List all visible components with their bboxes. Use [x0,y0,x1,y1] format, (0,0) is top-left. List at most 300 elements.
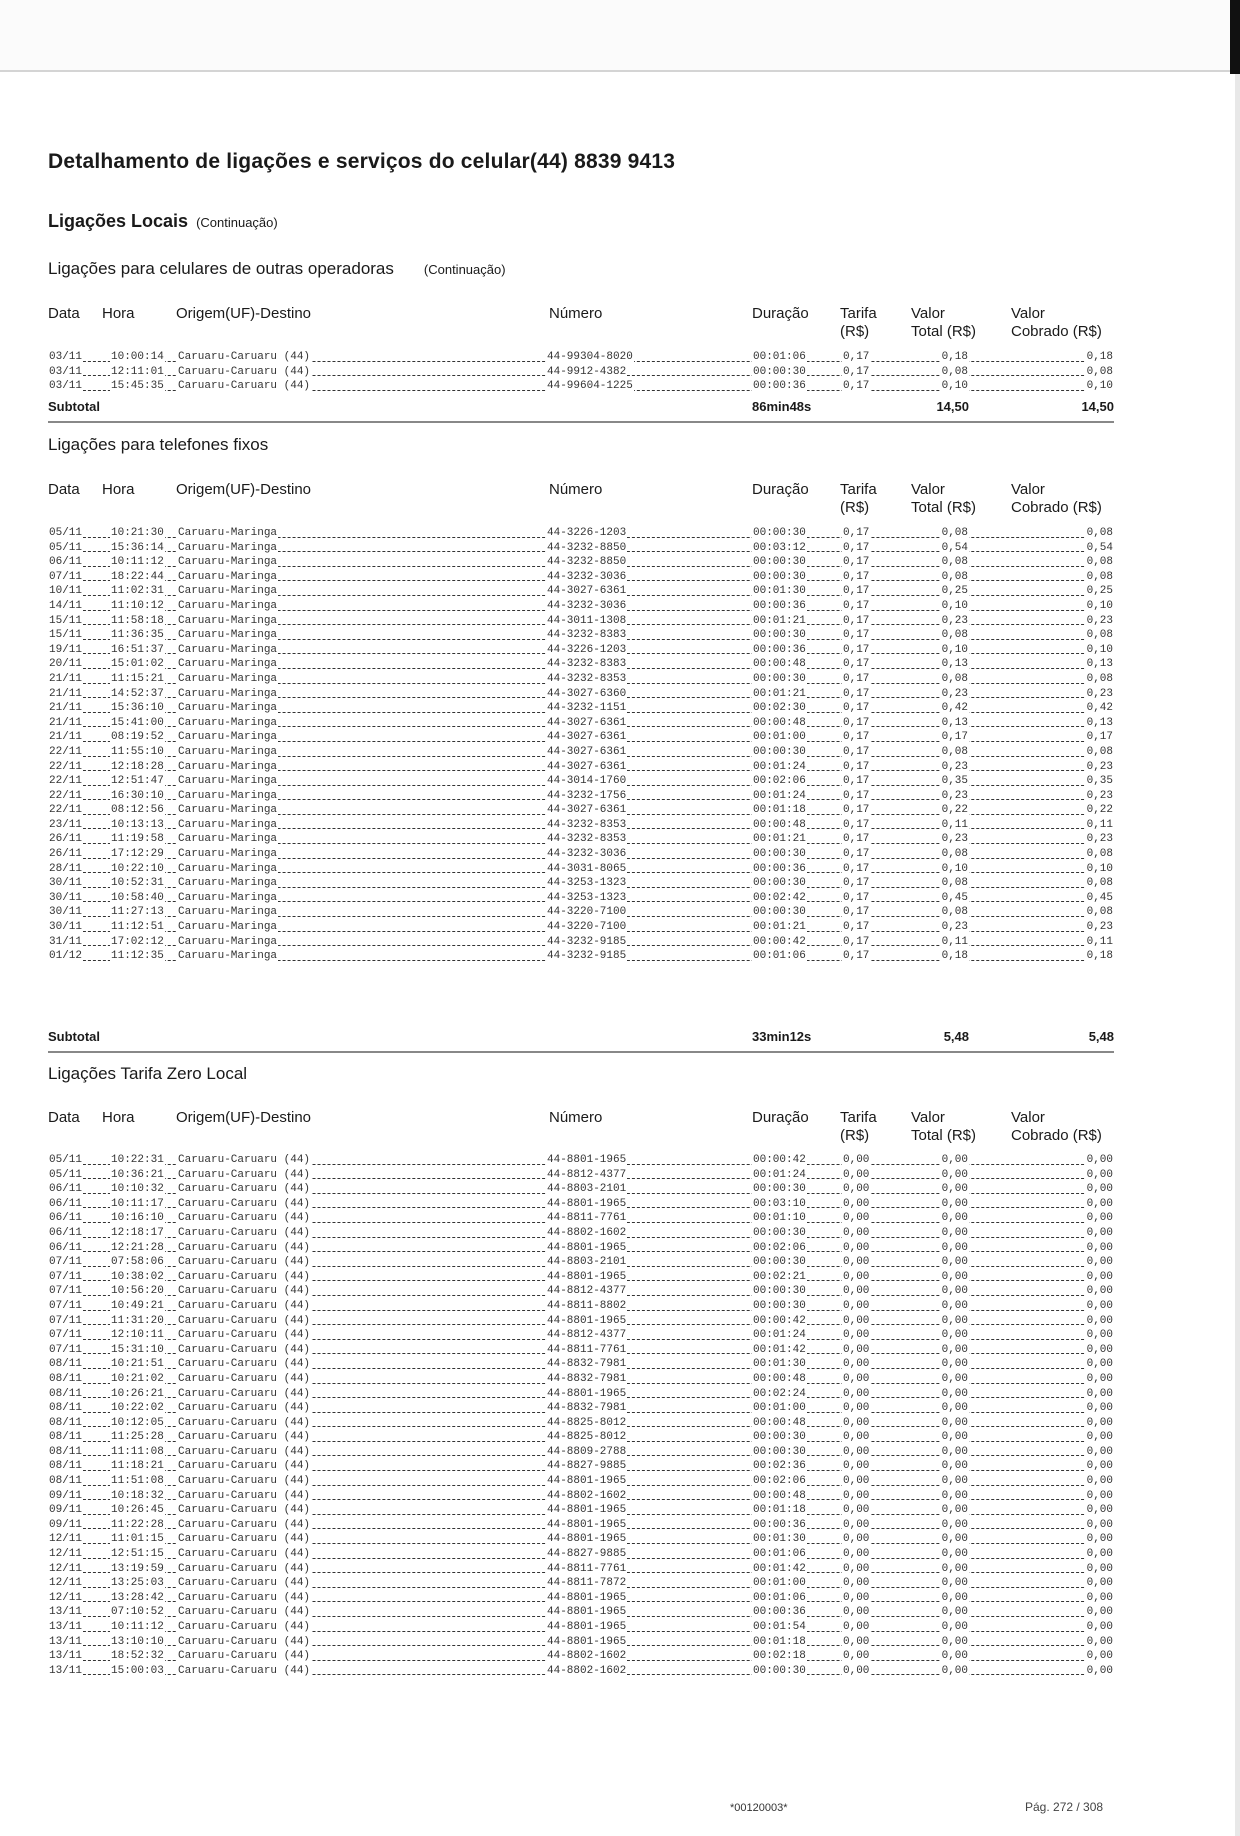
cell-origem: Caruaru-Caruaru (44) [178,1285,311,1298]
table-row [48,1284,1114,1299]
cell-numero: 44-8801-1965 [547,1621,627,1633]
cell-origem: Caruaru-Caruaru (44) [178,1168,311,1181]
cell-hora: 08:12:56 [111,804,164,817]
table-row [48,920,1114,935]
cell-valor-cobrado: 0,00 [1086,1548,1113,1561]
cell-tarifa: 0,00 [843,1416,870,1429]
cell-valor-total: 0,00 [941,1533,968,1546]
cell-valor-total: 0,00 [941,1416,968,1429]
cell-origem: Caruaru-Caruaru (44) [178,1591,311,1604]
cell-valor-total: 0,11 [941,818,968,831]
cell-valor-total: 0,23 [941,760,968,773]
cell-tarifa: 0,17 [843,585,870,598]
cell-tarifa: 0,17 [843,731,870,744]
cell-valor-cobrado: 0,00 [1086,1664,1113,1677]
cell-origem: Caruaru-Caruaru (44) [178,1504,311,1517]
cell-hora: 16:51:37 [111,643,164,656]
cell-hora: 10:18:32 [111,1489,164,1502]
cell-data: 07/11 [49,1285,83,1298]
cell-valor-total: 0,10 [941,380,968,393]
cell-tarifa: 0,17 [843,570,870,583]
cell-hora: 10:49:21 [111,1299,164,1312]
cell-data: 30/11 [49,877,83,890]
cell-valor-total: 0,00 [941,1650,968,1663]
cell-hora: 11:15:21 [111,672,164,685]
cell-numero: 44-3220-7100 [547,906,627,919]
cell-numero: 44-3232-8383 [547,658,627,671]
cell-data: 08/11 [49,1431,83,1444]
cell-valor-total: 0,18 [941,351,968,363]
table-row [48,1416,1114,1431]
cell-numero: 44-8801-1965 [547,1314,627,1327]
cell-origem: Caruaru-Maringa [178,629,278,642]
cell-duracao: 00:01:06 [753,1591,806,1604]
cell-valor-total: 0,00 [941,1256,968,1269]
table-row [48,935,1114,950]
cell-valor-cobrado: 0,10 [1086,862,1113,875]
table-row [48,1649,1114,1664]
col-hora: Hora [102,305,135,322]
cell-duracao: 00:03:10 [753,1197,806,1210]
cell-valor-cobrado: 0,23 [1086,789,1113,802]
cell-hora: 07:58:06 [111,1256,164,1269]
cell-numero: 44-8801-1965 [547,1270,627,1283]
cell-numero: 44-3232-1151 [547,702,627,715]
cell-valor-cobrado: 0,00 [1086,1212,1113,1225]
cell-numero: 44-8825-8012 [547,1416,627,1429]
cell-hora: 13:19:59 [111,1562,164,1575]
cell-tarifa: 0,17 [843,527,870,539]
cell-valor-total: 0,45 [941,891,968,904]
cell-valor-total: 0,00 [941,1329,968,1342]
cell-valor-total: 0,35 [941,775,968,788]
table-row [48,1182,1114,1197]
cell-valor-cobrado: 0,17 [1086,731,1113,744]
table-row [48,1591,1114,1606]
cell-duracao: 00:00:48 [753,1372,806,1385]
cell-numero: 44-8832-7981 [547,1372,627,1385]
fixos-section-title: Ligações para telefones fixos [48,435,269,454]
table-row [48,876,1114,891]
cell-duracao: 00:00:36 [753,599,806,612]
cell-data: 13/11 [49,1621,83,1633]
cell-valor-cobrado: 0,10 [1086,643,1113,656]
table-row [48,1357,1114,1372]
cell-tarifa: 0,00 [843,1664,870,1677]
cell-valor-cobrado: 0,00 [1086,1460,1113,1473]
cell-hora: 15:36:10 [111,702,164,715]
cell-tarifa: 0,17 [843,921,870,934]
cell-data: 06/11 [49,1197,83,1210]
cell-origem: Caruaru-Maringa [178,585,278,598]
cell-valor-cobrado: 0,00 [1086,1372,1113,1385]
cell-tarifa: 0,17 [843,862,870,875]
cell-valor-total: 0,08 [941,365,968,378]
barcode-text: *00120003* [730,1802,788,1814]
cell-origem: Caruaru-Maringa [178,877,278,890]
cell-hora: 10:11:17 [111,1197,164,1210]
cell-valor-total: 0,10 [941,862,968,875]
fixos-table-header [48,481,1114,521]
cell-tarifa: 0,00 [843,1591,870,1604]
cell-numero: 44-8802-1602 [547,1664,627,1677]
table-row [48,1372,1114,1387]
cell-duracao: 00:02:06 [753,775,806,788]
cell-numero: 44-8811-7761 [547,1212,627,1225]
cell-data: 08/11 [49,1475,83,1488]
cell-origem: Caruaru-Maringa [178,848,278,861]
cell-numero: 44-8801-1965 [547,1591,627,1604]
cell-valor-cobrado: 0,00 [1086,1387,1113,1400]
cell-origem: Caruaru-Maringa [178,687,278,700]
table-row [48,949,1114,964]
cell-valor-cobrado: 0,08 [1086,906,1113,919]
cell-duracao: 00:01:18 [753,804,806,817]
col-valor-cobrado: Valor Cobrado (R$) [1011,305,1102,340]
cell-hora: 11:12:35 [111,950,164,963]
col-tarifa: Tarifa (R$) [840,481,877,516]
cell-data: 21/11 [49,716,83,729]
table-row [48,350,1114,365]
cell-numero: 44-8812-4377 [547,1285,627,1298]
cell-data: 12/11 [49,1562,83,1575]
cell-origem: Caruaru-Caruaru (44) [178,1226,311,1239]
table-row [48,862,1114,877]
cell-numero: 44-8803-2101 [547,1183,627,1196]
cell-data: 07/11 [49,1270,83,1283]
cell-origem: Caruaru-Caruaru (44) [178,380,311,393]
table-row [48,1562,1114,1577]
cell-valor-cobrado: 0,13 [1086,658,1113,671]
cell-valor-cobrado: 0,00 [1086,1154,1113,1166]
table-row [48,687,1114,702]
cell-hora: 10:26:45 [111,1504,164,1517]
cell-origem: Caruaru-Maringa [178,745,278,758]
table-row [48,803,1114,818]
cell-origem: Caruaru-Caruaru (44) [178,1299,311,1312]
cell-origem: Caruaru-Maringa [178,643,278,656]
subtotal-label: Subtotal [48,1029,100,1044]
cell-origem: Caruaru-Caruaru (44) [178,1533,311,1546]
table-row [48,1474,1114,1489]
cell-data: 20/11 [49,658,83,671]
cell-valor-total: 0,00 [941,1475,968,1488]
cell-data: 10/11 [49,585,83,598]
cell-hora: 10:00:14 [111,351,164,363]
cell-data: 05/11 [49,541,83,554]
cell-tarifa: 0,00 [843,1606,870,1619]
col-duracao: Duração [752,1109,809,1126]
cell-tarifa: 0,17 [843,804,870,817]
cell-data: 09/11 [49,1504,83,1517]
cell-numero: 44-3226-1203 [547,527,627,539]
cell-duracao: 00:01:06 [753,950,806,963]
table-row [48,555,1114,570]
cell-valor-cobrado: 0,00 [1086,1650,1113,1663]
cell-valor-total: 0,08 [941,570,968,583]
cell-data: 13/11 [49,1664,83,1677]
celulares-continuation: (Continuação) [423,262,506,277]
subtotal-valor-cobrado: 14,50 [1081,399,1114,414]
cell-hora: 15:36:14 [111,541,164,554]
col-numero: Número [549,481,603,498]
cell-origem: Caruaru-Caruaru (44) [178,1650,311,1663]
cell-valor-cobrado: 0,42 [1086,702,1113,715]
col-valor-total: Valor Total (R$) [911,1109,977,1144]
cell-numero: 44-3253-1323 [547,891,627,904]
cell-tarifa: 0,17 [843,818,870,831]
page-title: Detalhamento de ligações e serviços do celular(44) 8839 9413 [48,150,676,173]
cell-hora: 08:19:52 [111,731,164,744]
cell-tarifa: 0,17 [843,716,870,729]
cell-valor-total: 0,23 [941,789,968,802]
cell-hora: 11:36:35 [111,629,164,642]
cell-valor-cobrado: 0,18 [1086,950,1113,963]
cell-data: 22/11 [49,804,83,817]
cell-tarifa: 0,17 [843,614,870,627]
cell-numero: 44-8827-9885 [547,1548,627,1561]
cell-origem: Caruaru-Caruaru (44) [178,365,311,378]
cell-tarifa: 0,17 [843,935,870,948]
cell-numero: 44-8812-4377 [547,1168,627,1181]
cell-valor-total: 0,00 [941,1154,968,1166]
cell-valor-cobrado: 0,00 [1086,1329,1113,1342]
cell-tarifa: 0,17 [843,877,870,890]
col-numero: Número [549,305,603,322]
cell-duracao: 00:00:36 [753,380,806,393]
table-row [48,760,1114,775]
cell-duracao: 00:01:21 [753,614,806,627]
celulares-table-header [48,305,1114,345]
cell-valor-cobrado: 0,10 [1086,599,1113,612]
cell-origem: Caruaru-Maringa [178,950,278,963]
cell-duracao: 00:01:42 [753,1562,806,1575]
cell-origem: Caruaru-Caruaru (44) [178,1212,311,1225]
cell-duracao: 00:02:06 [753,1475,806,1488]
cell-tarifa: 0,00 [843,1314,870,1327]
cell-tarifa: 0,17 [843,702,870,715]
cell-numero: 44-8802-1602 [547,1650,627,1663]
cell-duracao: 00:01:00 [753,1402,806,1415]
cell-origem: Caruaru-Caruaru (44) [178,1460,311,1473]
table-row [48,1343,1114,1358]
cell-origem: Caruaru-Caruaru (44) [178,351,311,363]
cell-tarifa: 0,17 [843,541,870,554]
cell-duracao: 00:00:30 [753,848,806,861]
cell-duracao: 00:01:54 [753,1621,806,1633]
cell-origem: Caruaru-Caruaru (44) [178,1358,311,1371]
cell-duracao: 00:01:18 [753,1635,806,1648]
col-numero: Número [549,1109,603,1126]
subtotal-duracao: 86min48s [752,399,812,414]
cell-duracao: 00:02:18 [753,1650,806,1663]
cell-valor-cobrado: 0,00 [1086,1270,1113,1283]
cell-valor-total: 0,00 [941,1402,968,1415]
cell-valor-total: 0,00 [941,1241,968,1254]
cell-duracao: 00:01:24 [753,760,806,773]
celulares-subtotal [48,399,1114,417]
cell-valor-total: 0,00 [941,1212,968,1225]
table-row [48,730,1114,745]
cell-valor-cobrado: 0,00 [1086,1562,1113,1575]
cell-numero: 44-3014-1760 [547,775,627,788]
cell-tarifa: 0,00 [843,1372,870,1385]
cell-valor-cobrado: 0,23 [1086,687,1113,700]
cell-origem: Caruaru-Caruaru (44) [178,1343,311,1356]
cell-numero: 44-3232-3036 [547,848,627,861]
cell-duracao: 00:01:30 [753,585,806,598]
cell-valor-total: 0,00 [941,1460,968,1473]
cell-tarifa: 0,00 [843,1621,870,1633]
cell-origem: Caruaru-Maringa [178,716,278,729]
cell-hora: 11:19:58 [111,833,164,846]
cell-origem: Caruaru-Caruaru (44) [178,1329,311,1342]
cell-hora: 10:38:02 [111,1270,164,1283]
cell-hora: 13:28:42 [111,1591,164,1604]
cell-valor-total: 0,00 [941,1226,968,1239]
cell-duracao: 00:00:30 [753,745,806,758]
cell-valor-cobrado: 0,00 [1086,1591,1113,1604]
cell-valor-cobrado: 0,08 [1086,745,1113,758]
cell-data: 07/11 [49,1314,83,1327]
table-row [48,847,1114,862]
table-row [48,614,1114,629]
cell-data: 22/11 [49,760,83,773]
cell-valor-total: 0,00 [941,1445,968,1458]
table-row [48,1299,1114,1314]
cell-tarifa: 0,17 [843,789,870,802]
cell-valor-cobrado: 0,08 [1086,672,1113,685]
cell-numero: 44-8801-1965 [547,1475,627,1488]
cell-valor-total: 0,00 [941,1168,968,1181]
col-duracao: Duração [752,305,809,322]
cell-tarifa: 0,17 [843,380,870,393]
cell-valor-cobrado: 0,00 [1086,1621,1113,1633]
subtotal-duracao: 33min12s [752,1029,812,1044]
cell-duracao: 00:01:30 [753,1533,806,1546]
fixos-subtotal [48,1029,1114,1047]
cell-valor-total: 0,00 [941,1664,968,1677]
cell-tarifa: 0,17 [843,745,870,758]
table-row [48,599,1114,614]
cell-duracao: 00:00:30 [753,365,806,378]
cell-data: 06/11 [49,1241,83,1254]
table-row [48,1211,1114,1226]
cell-valor-cobrado: 0,00 [1086,1358,1113,1371]
table-row [48,1387,1114,1402]
cell-data: 19/11 [49,643,83,656]
col-hora: Hora [102,481,135,498]
table-row [48,365,1114,380]
cell-numero: 44-3253-1323 [547,877,627,890]
section-title [48,211,278,232]
table-row [48,379,1114,394]
cell-hora: 18:52:32 [111,1650,164,1663]
cell-origem: Caruaru-Maringa [178,599,278,612]
cell-data: 30/11 [49,906,83,919]
cell-valor-total: 0,23 [941,833,968,846]
cell-data: 03/11 [49,365,83,378]
cell-valor-cobrado: 0,00 [1086,1343,1113,1356]
cell-valor-total: 0,08 [941,629,968,642]
cell-origem: Caruaru-Maringa [178,921,278,934]
tarifa-zero-table-header [48,1109,1114,1149]
cell-duracao: 00:01:00 [753,1577,806,1590]
cell-valor-cobrado: 0,00 [1086,1256,1113,1269]
cell-hora: 11:25:28 [111,1431,164,1444]
cell-data: 22/11 [49,775,83,788]
table-row [48,1430,1114,1445]
cell-duracao: 00:00:30 [753,672,806,685]
cell-valor-total: 0,00 [941,1577,968,1590]
cell-numero: 44-9912-4382 [547,365,627,378]
cell-data: 15/11 [49,629,83,642]
cell-duracao: 00:02:30 [753,702,806,715]
cell-duracao: 00:01:21 [753,833,806,846]
cell-valor-cobrado: 0,00 [1086,1475,1113,1488]
cell-hora: 10:21:51 [111,1358,164,1371]
table-row [48,1459,1114,1474]
cell-valor-cobrado: 0,54 [1086,541,1113,554]
cell-numero: 44-3232-3036 [547,570,627,583]
cell-duracao: 00:00:48 [753,818,806,831]
cell-hora: 11:55:10 [111,745,164,758]
cell-tarifa: 0,00 [843,1533,870,1546]
cell-hora: 11:11:08 [111,1445,164,1458]
cell-tarifa: 0,00 [843,1635,870,1648]
cell-origem: Caruaru-Caruaru (44) [178,1431,311,1444]
cell-origem: Caruaru-Maringa [178,614,278,627]
cell-hora: 12:11:01 [111,365,164,378]
cell-data: 22/11 [49,745,83,758]
cell-valor-cobrado: 0,08 [1086,877,1113,890]
cell-origem: Caruaru-Maringa [178,906,278,919]
cell-numero: 44-8811-7872 [547,1577,627,1590]
table-row [48,905,1114,920]
cell-numero: 44-8801-1965 [547,1241,627,1254]
cell-data: 08/11 [49,1460,83,1473]
celulares-title: Ligações para celulares de outras operadoras [48,259,394,278]
cell-duracao: 00:01:00 [753,731,806,744]
cell-valor-total: 0,42 [941,702,968,715]
cell-valor-total: 0,08 [941,906,968,919]
cell-hora: 10:11:12 [111,1621,164,1633]
cell-valor-cobrado: 0,35 [1086,775,1113,788]
cell-tarifa: 0,17 [843,775,870,788]
cell-duracao: 00:01:21 [753,687,806,700]
table-row [48,1664,1114,1679]
table-row [48,1168,1114,1183]
col-valor-cobrado: Valor Cobrado (R$) [1011,1109,1102,1144]
page-top-edge [0,70,1240,72]
cell-numero: 44-8802-1602 [547,1226,627,1239]
tarifa-zero-section-title: Ligações Tarifa Zero Local [48,1064,248,1083]
table-row [48,1635,1114,1650]
cell-hora: 11:18:21 [111,1460,164,1473]
cell-duracao: 00:02:06 [753,1241,806,1254]
cell-origem: Caruaru-Maringa [178,804,278,817]
cell-data: 15/11 [49,614,83,627]
cell-hora: 15:00:03 [111,1664,164,1677]
cell-duracao: 00:00:42 [753,1314,806,1327]
cell-duracao: 00:00:30 [753,906,806,919]
cell-numero: 44-3232-9185 [547,950,627,963]
cell-origem: Caruaru-Caruaru (44) [178,1577,311,1590]
cell-data: 08/11 [49,1445,83,1458]
cell-valor-total: 0,23 [941,687,968,700]
cell-origem: Caruaru-Caruaru (44) [178,1518,311,1531]
cell-tarifa: 0,17 [843,599,870,612]
